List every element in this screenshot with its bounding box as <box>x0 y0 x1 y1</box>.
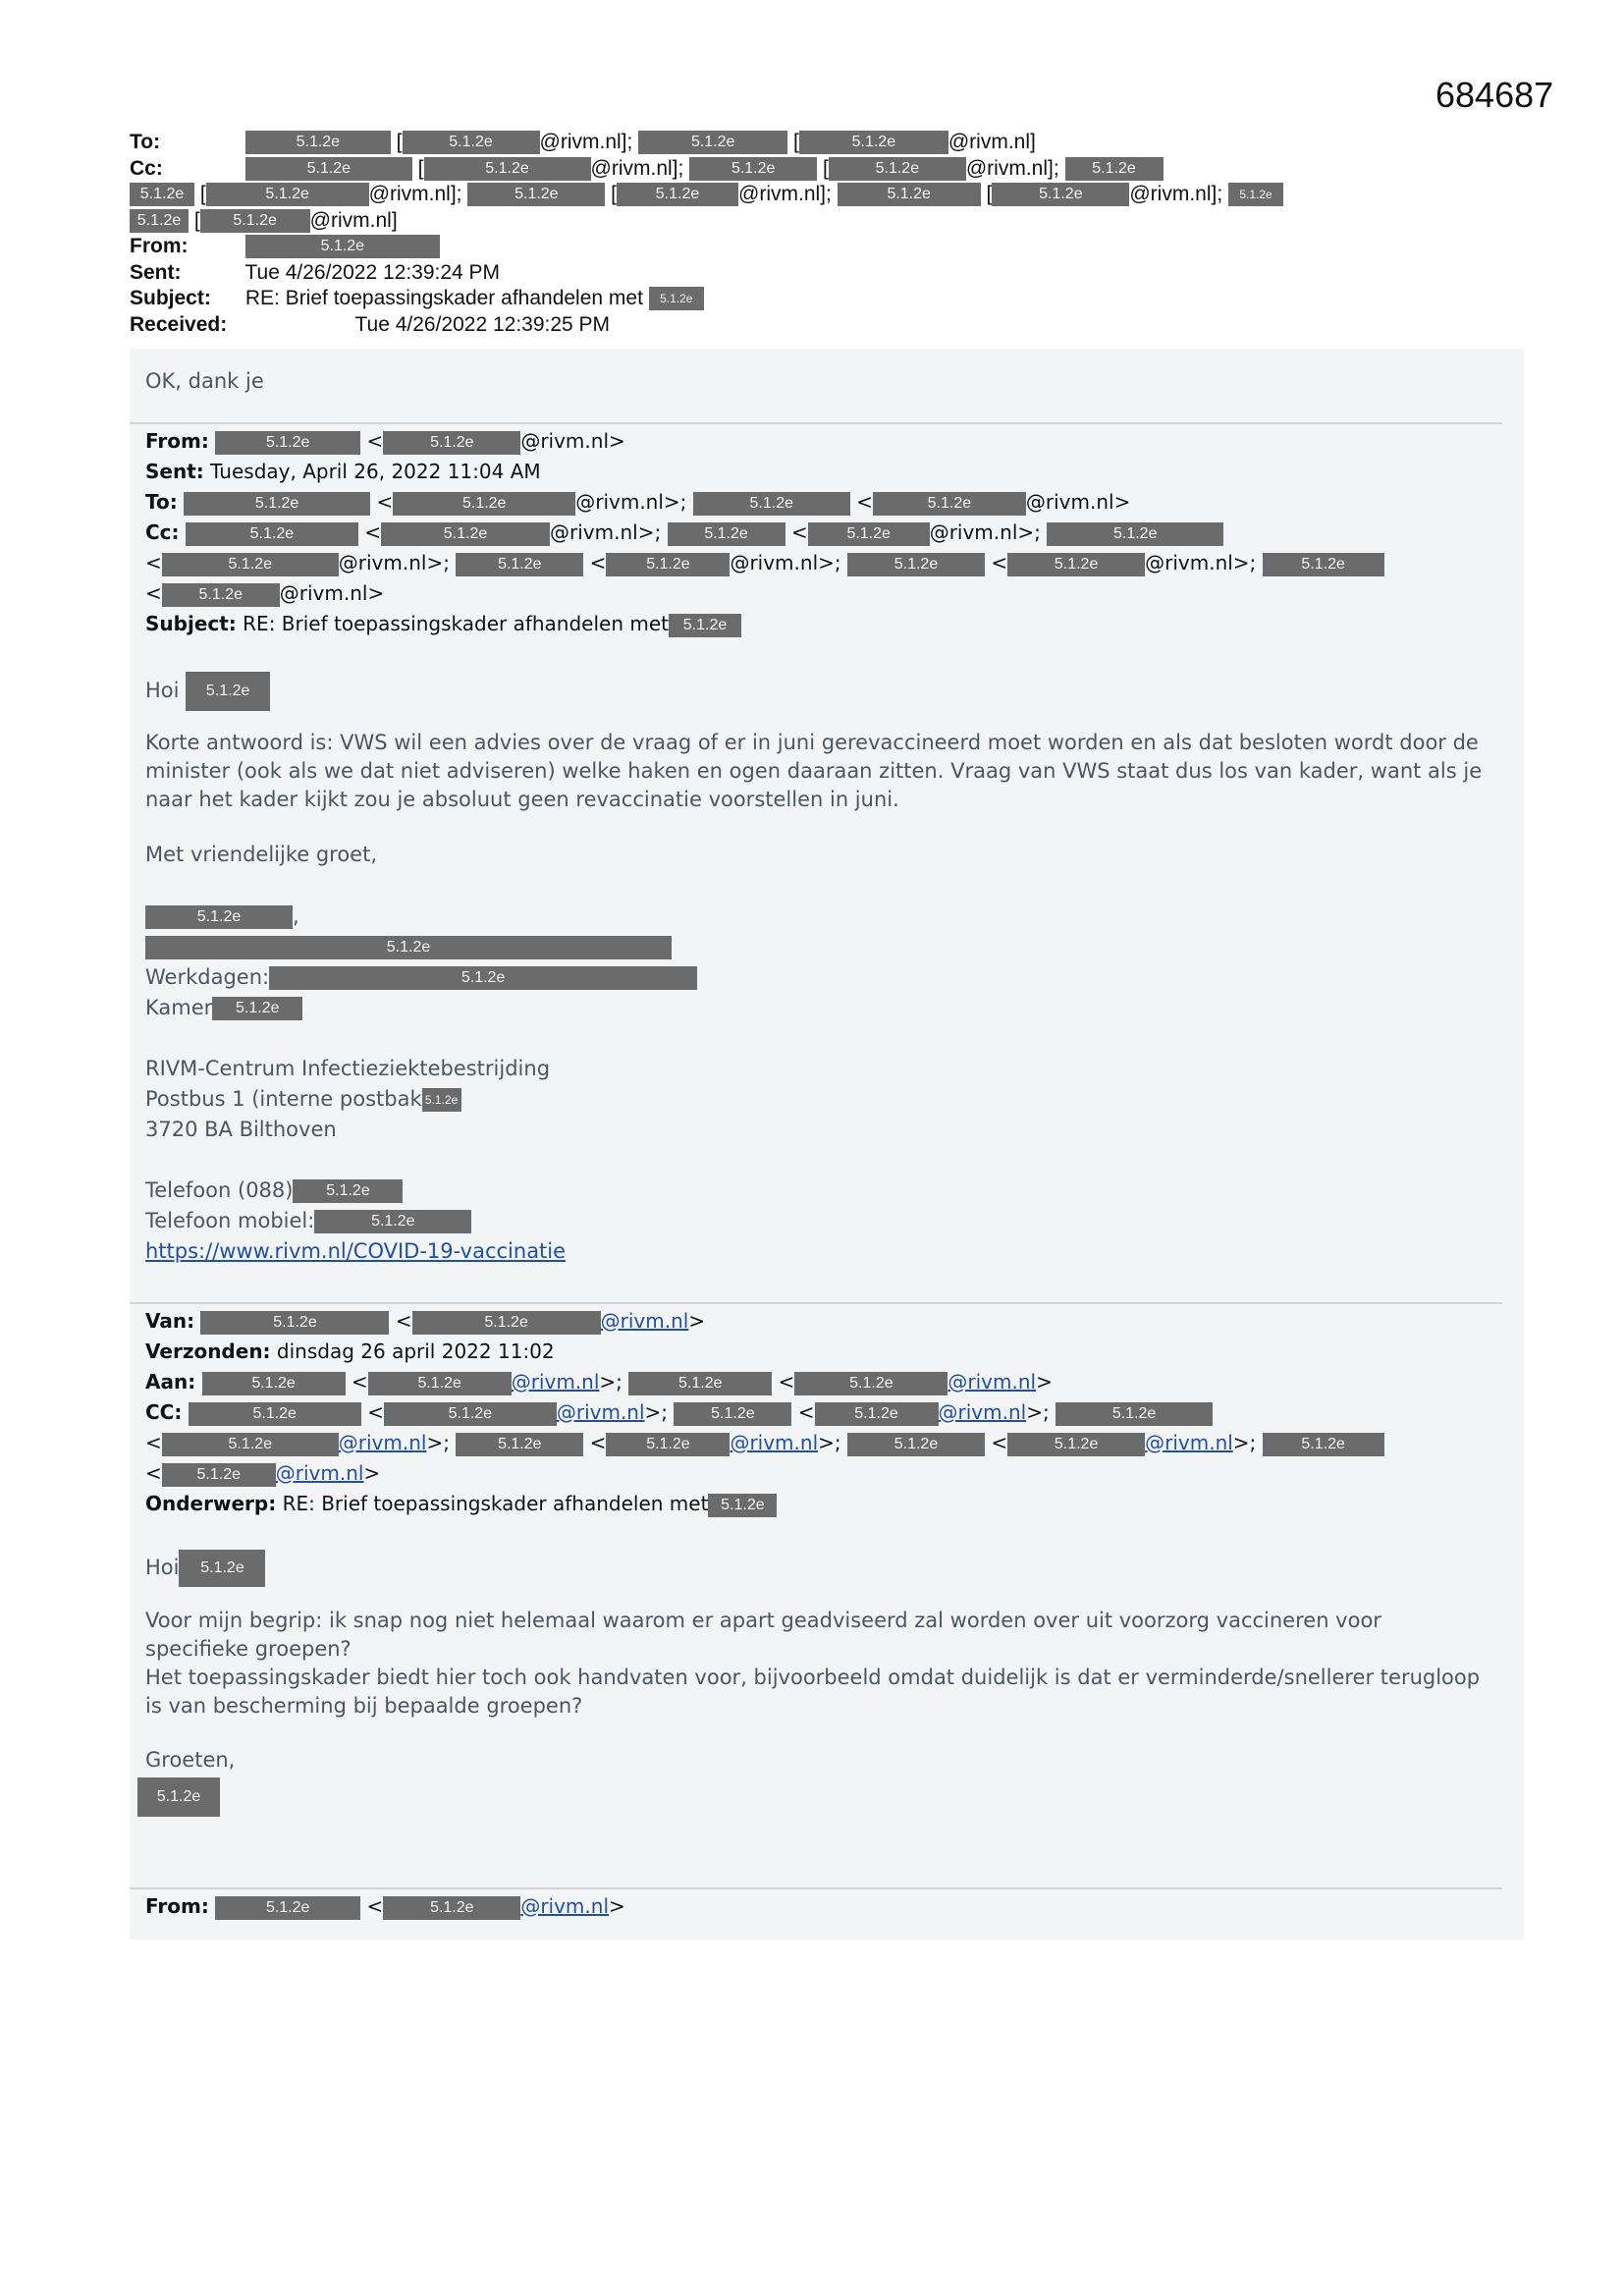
msg3-greeting: Hoi <box>145 1556 180 1579</box>
msg3-cc-row-3: < 5.1.2e @rivm.nl> <box>145 1461 381 1485</box>
separator <box>130 1887 1502 1889</box>
email-header <box>130 130 1504 338</box>
msg3-from-label: Van: <box>145 1309 195 1333</box>
redaction: 5.1.2e <box>412 1311 601 1335</box>
msg3-body-line-1: Voor mijn begrip: ik snap nog niet helemaal waarom er apart geadviseerd zal worden over uit voorzorg vaccineren voor specifieke groepen? <box>145 1609 1381 1661</box>
msg3-cc-label: CC: <box>145 1400 183 1424</box>
sent-value: Tue 4/26/2022 12:39:24 PM <box>244 260 501 284</box>
sig-workdays-row <box>145 962 1500 993</box>
redaction: 5.1.2e <box>1007 553 1145 576</box>
redaction: 5.1.2e <box>145 936 672 959</box>
email-domain-link[interactable]: @rivm.nl <box>275 1461 364 1485</box>
redaction: 5.1.2e <box>145 905 293 929</box>
redaction: 5.1.2e <box>815 1402 939 1426</box>
redaction: 5.1.2e <box>674 1402 791 1426</box>
redaction: 5.1.2e <box>245 157 412 181</box>
redaction: 5.1.2e <box>384 1402 557 1426</box>
redaction: 5.1.2e <box>799 131 948 154</box>
redaction: 5.1.2e <box>381 522 550 546</box>
msg2-from-label: From: <box>145 429 209 453</box>
subject-row <box>130 286 1504 312</box>
redaction: 5.1.2e <box>179 1550 265 1587</box>
email-domain: @rivm.nl]; <box>368 183 462 205</box>
msg3-signature <box>137 1777 1492 1817</box>
msg2-to-row: To: 5.1.2e < 5.1.2e @rivm.nl>; 5.1.2e < 5.1.2e @rivm.nl> <box>145 490 1131 514</box>
cc-row-2: 5.1.2e [ 5.1.2e @rivm.nl]; 5.1.2e [ 5.1.2e @rivm.nl]; 5.1.2e [ 5.1.2e @rivm.nl]; 5.1.2e <box>130 182 1504 208</box>
msg2-from-row: From: 5.1.2e < 5.1.2e @rivm.nl> <box>145 429 625 453</box>
email-domain-link[interactable]: @rivm.nl <box>600 1309 689 1333</box>
redaction: 5.1.2e <box>829 157 966 181</box>
email-domain-link[interactable]: @rivm.nl <box>520 1894 609 1918</box>
redaction: 5.1.2e <box>708 1494 777 1517</box>
sent-label: Sent: <box>130 260 182 284</box>
msg2-cc-row-3: < 5.1.2e @rivm.nl> <box>145 581 385 605</box>
sig-name-row: 5.1.2e , <box>145 902 1500 932</box>
email-domain: @rivm.nl> <box>520 429 625 453</box>
redaction: 5.1.2e <box>1228 183 1283 206</box>
redaction: 5.1.2e <box>638 131 787 154</box>
redaction: 5.1.2e <box>606 553 730 576</box>
to-row: To: 5.1.2e [ 5.1.2e @rivm.nl]; 5.1.2e [ 5.1.2e @rivm.nl] <box>130 130 1504 156</box>
email-domain: @rivm.nl>; <box>575 490 687 514</box>
msg3-to-row: Aan: 5.1.2e < 5.1.2e @rivm.nl>; 5.1.2e < 5.1.2e @rivm.nl> <box>145 1370 1053 1394</box>
sig-phone-row <box>145 1175 1500 1206</box>
document-number: 684687 <box>1435 75 1554 115</box>
redaction: 5.1.2e <box>794 1372 947 1395</box>
msg2-cc-row: Cc: 5.1.2e < 5.1.2e @rivm.nl>; 5.1.2e < 5.1.2e @rivm.nl>; 5.1.2e <box>145 518 1500 548</box>
email-domain: @rivm.nl> <box>1025 490 1131 514</box>
msg3-subject-row <box>145 1489 1500 1519</box>
redaction: 5.1.2e <box>368 1372 512 1395</box>
msg3-closing: Groeten, <box>145 1748 236 1772</box>
sig-mobile-row <box>145 1206 1500 1236</box>
msg2-subject-row <box>145 609 1500 639</box>
email-domain: @rivm.nl]; <box>539 131 633 153</box>
redaction: 5.1.2e <box>1047 522 1223 546</box>
redaction: 5.1.2e <box>1056 1402 1213 1426</box>
msg3-cc-row-2: < 5.1.2e @rivm.nl>; 5.1.2e < 5.1.2e @rivm.nl>; 5.1.2e < 5.1.2e @rivm.nl>; 5.1.2e <box>145 1428 1500 1458</box>
email-domain: @rivm.nl] <box>309 208 398 232</box>
sig-room-row <box>145 993 1500 1023</box>
received-label: Received: <box>130 312 228 336</box>
separator <box>130 1302 1502 1304</box>
msg3-sent-value: dinsdag 26 april 2022 11:02 <box>276 1339 555 1363</box>
redaction: 5.1.2e <box>1263 553 1384 576</box>
msg4-from-row: From: 5.1.2e < 5.1.2e @rivm.nl> <box>145 1894 625 1918</box>
msg2-body: Korte antwoord is: VWS wil een advies over de vraag of er in juni gerevaccineerd moet worden en als dat besloten wordt door de minister (ook als we dat niet adviseren) welke haken en ogen daaraan zitten. Vraag van VWS staat dus los van kader, want als je naar het kader kijkt zou je absoluut geen revaccinatie voorstellen in juni. <box>145 731 1483 811</box>
msg3-body-line-2: Het toepassingskader biedt hier toch ook handvaten voor, bijvoorbeeld omdat duidelijk is dat er verminderde/snellerer terugloop is van bescherming bij bepaalde groepen? <box>145 1666 1481 1718</box>
email-domain-link[interactable]: @rivm.nl <box>730 1431 819 1454</box>
email-domain: @rivm.nl>; <box>550 520 662 544</box>
redaction: 5.1.2e <box>215 1896 360 1920</box>
redaction: 5.1.2e <box>669 614 741 637</box>
redaction: 5.1.2e <box>606 1433 730 1456</box>
redaction: 5.1.2e <box>184 492 370 516</box>
redaction: 5.1.2e <box>269 966 697 990</box>
email-domain: @rivm.nl>; <box>338 551 450 574</box>
cc-row-3: 5.1.2e [ 5.1.2e @rivm.nl] <box>130 208 1504 235</box>
subject-label: Subject: <box>130 287 211 309</box>
email-domain: @rivm.nl] <box>947 131 1036 153</box>
redaction: 5.1.2e <box>992 183 1129 206</box>
email-domain-link[interactable]: @rivm.nl <box>938 1400 1027 1424</box>
redaction: 5.1.2e <box>186 672 270 711</box>
msg3-from-row: Van: 5.1.2e < 5.1.2e @rivm.nl> <box>145 1309 706 1333</box>
msg2-sent-value: Tuesday, April 26, 2022 11:04 AM <box>210 460 541 483</box>
redaction: 5.1.2e <box>383 1896 520 1920</box>
redaction: 5.1.2e <box>1263 1433 1384 1456</box>
email-domain: @rivm.nl]; <box>738 183 832 205</box>
email-domain: @rivm.nl>; <box>929 520 1041 544</box>
email-domain: @rivm.nl]; <box>1129 183 1223 205</box>
msg3-sent-row <box>145 1337 1500 1367</box>
redaction: 5.1.2e <box>383 431 520 455</box>
covid-vaccination-link[interactable]: https://www.rivm.nl/COVID-19-vaccinatie <box>145 1239 567 1263</box>
msg2-subject-label: Subject: <box>145 612 237 635</box>
email-domain: @rivm.nl]; <box>965 156 1059 180</box>
redaction: 5.1.2e <box>617 183 738 206</box>
subject-value: RE: Brief toepassingskader afhandelen met <box>244 287 643 309</box>
redaction: 5.1.2e <box>202 1372 346 1395</box>
sig-title-row <box>145 932 1500 962</box>
email-domain-link[interactable]: @rivm.nl <box>947 1370 1037 1394</box>
message-3-header <box>145 1306 1500 1519</box>
msg4-from-label: From: <box>145 1894 209 1918</box>
email-domain-link[interactable]: @rivm.nl <box>556 1400 645 1424</box>
email-domain: @rivm.nl]; <box>590 156 684 180</box>
redaction: 5.1.2e <box>847 553 985 576</box>
sig-postbus: Postbus 1 (interne postbak <box>145 1087 422 1111</box>
sig-mobile: Telefoon mobiel: <box>145 1209 315 1232</box>
redaction: 5.1.2e <box>838 183 981 206</box>
redaction: 5.1.2e <box>215 431 360 455</box>
msg2-cc-label: Cc: <box>145 520 180 544</box>
message-2-header <box>145 426 1500 639</box>
msg3-greeting-row <box>145 1550 1500 1587</box>
redaction: 5.1.2e <box>456 1433 583 1456</box>
msg3-cc-row: CC: 5.1.2e < 5.1.2e @rivm.nl>; 5.1.2e < 5.1.2e @rivm.nl>; 5.1.2e <box>145 1397 1500 1428</box>
received-row <box>130 312 1504 339</box>
redaction: 5.1.2e <box>403 131 540 154</box>
msg2-subject-value: RE: Brief toepassingskader afhandelen met <box>243 612 670 635</box>
sig-org: RIVM-Centrum Infectieziektebestrijding <box>145 1057 551 1080</box>
msg2-closing: Met vriendelijke groet, <box>145 843 378 866</box>
redaction: 5.1.2e <box>1007 1433 1145 1456</box>
redaction: 5.1.2e <box>422 1088 461 1112</box>
redaction: 5.1.2e <box>1065 157 1164 181</box>
redaction: 5.1.2e <box>212 997 302 1020</box>
from-row <box>130 234 1504 260</box>
email-domain: @rivm.nl>; <box>730 551 841 574</box>
email-domain: @rivm.nl>; <box>1145 551 1257 574</box>
redaction: 5.1.2e <box>245 131 391 154</box>
redaction: 5.1.2e <box>130 209 189 233</box>
redaction: 5.1.2e <box>162 1463 276 1487</box>
redaction: 5.1.2e <box>314 1210 471 1233</box>
email-domain-link[interactable]: @rivm.nl <box>338 1431 427 1454</box>
redaction: 5.1.2e <box>293 1179 403 1203</box>
from-label: From: <box>130 235 189 257</box>
redaction: 5.1.2e <box>467 183 605 206</box>
redaction: 5.1.2e <box>186 522 358 546</box>
sent-row <box>130 260 1504 287</box>
sig-workdays: Werkdagen: <box>145 965 270 989</box>
redaction: 5.1.2e <box>628 1372 772 1395</box>
email-domain-link[interactable]: @rivm.nl <box>511 1370 600 1394</box>
separator <box>130 422 1502 424</box>
msg2-sent-label: Sent: <box>145 460 204 483</box>
redaction: 5.1.2e <box>162 1433 339 1456</box>
redaction: 5.1.2e <box>189 1402 361 1426</box>
msg2-greeting: Hoi <box>145 679 180 702</box>
reply-top: OK, dank je <box>145 369 264 393</box>
redaction: 5.1.2e <box>206 183 369 206</box>
msg3-subject-label: Onderwerp: <box>145 1492 277 1515</box>
sig-city: 3720 BA Bilthoven <box>145 1118 337 1141</box>
sig-postbus-row <box>145 1084 1500 1115</box>
cc-row: Cc: 5.1.2e [ 5.1.2e @rivm.nl]; 5.1.2e [ 5.1.2e @rivm.nl]; 5.1.2e <box>130 156 1504 183</box>
redaction: 5.1.2e <box>137 1777 220 1817</box>
redaction: 5.1.2e <box>393 492 575 516</box>
redaction: 5.1.2e <box>200 1311 389 1335</box>
msg3-to-label: Aan: <box>145 1370 196 1394</box>
message-4-header <box>145 1891 1500 1922</box>
redaction: 5.1.2e <box>689 157 817 181</box>
msg2-sent-row <box>145 457 1500 487</box>
msg3-body <box>145 1607 1490 1721</box>
redaction: 5.1.2e <box>245 235 440 258</box>
redaction: 5.1.2e <box>668 522 785 546</box>
redaction: 5.1.2e <box>162 553 339 576</box>
redaction: 5.1.2e <box>456 553 583 576</box>
redaction: 5.1.2e <box>162 583 280 607</box>
msg2-to-label: To: <box>145 490 178 514</box>
redaction: 5.1.2e <box>847 1433 985 1456</box>
sig-phone: Telefoon (088) <box>145 1178 294 1202</box>
email-domain-link[interactable]: @rivm.nl <box>1145 1431 1233 1454</box>
redaction: 5.1.2e <box>808 522 930 546</box>
email-domain: @rivm.nl> <box>279 581 385 605</box>
cc-label: Cc: <box>130 156 163 180</box>
msg2-signature <box>145 902 1500 1267</box>
msg3-sent-label: Verzonden: <box>145 1339 271 1363</box>
redaction: 5.1.2e <box>200 209 310 233</box>
redaction: 5.1.2e <box>693 492 850 516</box>
redaction: 5.1.2e <box>649 287 704 310</box>
received-value: Tue 4/26/2022 12:39:25 PM <box>354 312 611 336</box>
redaction: 5.1.2e <box>130 183 194 206</box>
sig-room: Kamer <box>145 996 213 1019</box>
msg2-cc-row-2: < 5.1.2e @rivm.nl>; 5.1.2e < 5.1.2e @rivm.nl>; 5.1.2e < 5.1.2e @rivm.nl>; 5.1.2e <box>145 548 1500 578</box>
redaction: 5.1.2e <box>424 157 591 181</box>
to-label: To: <box>130 131 161 153</box>
msg2-greeting-row <box>145 672 1500 711</box>
redaction: 5.1.2e <box>873 492 1026 516</box>
msg3-subject-value: RE: Brief toepassingskader afhandelen met <box>282 1492 709 1515</box>
